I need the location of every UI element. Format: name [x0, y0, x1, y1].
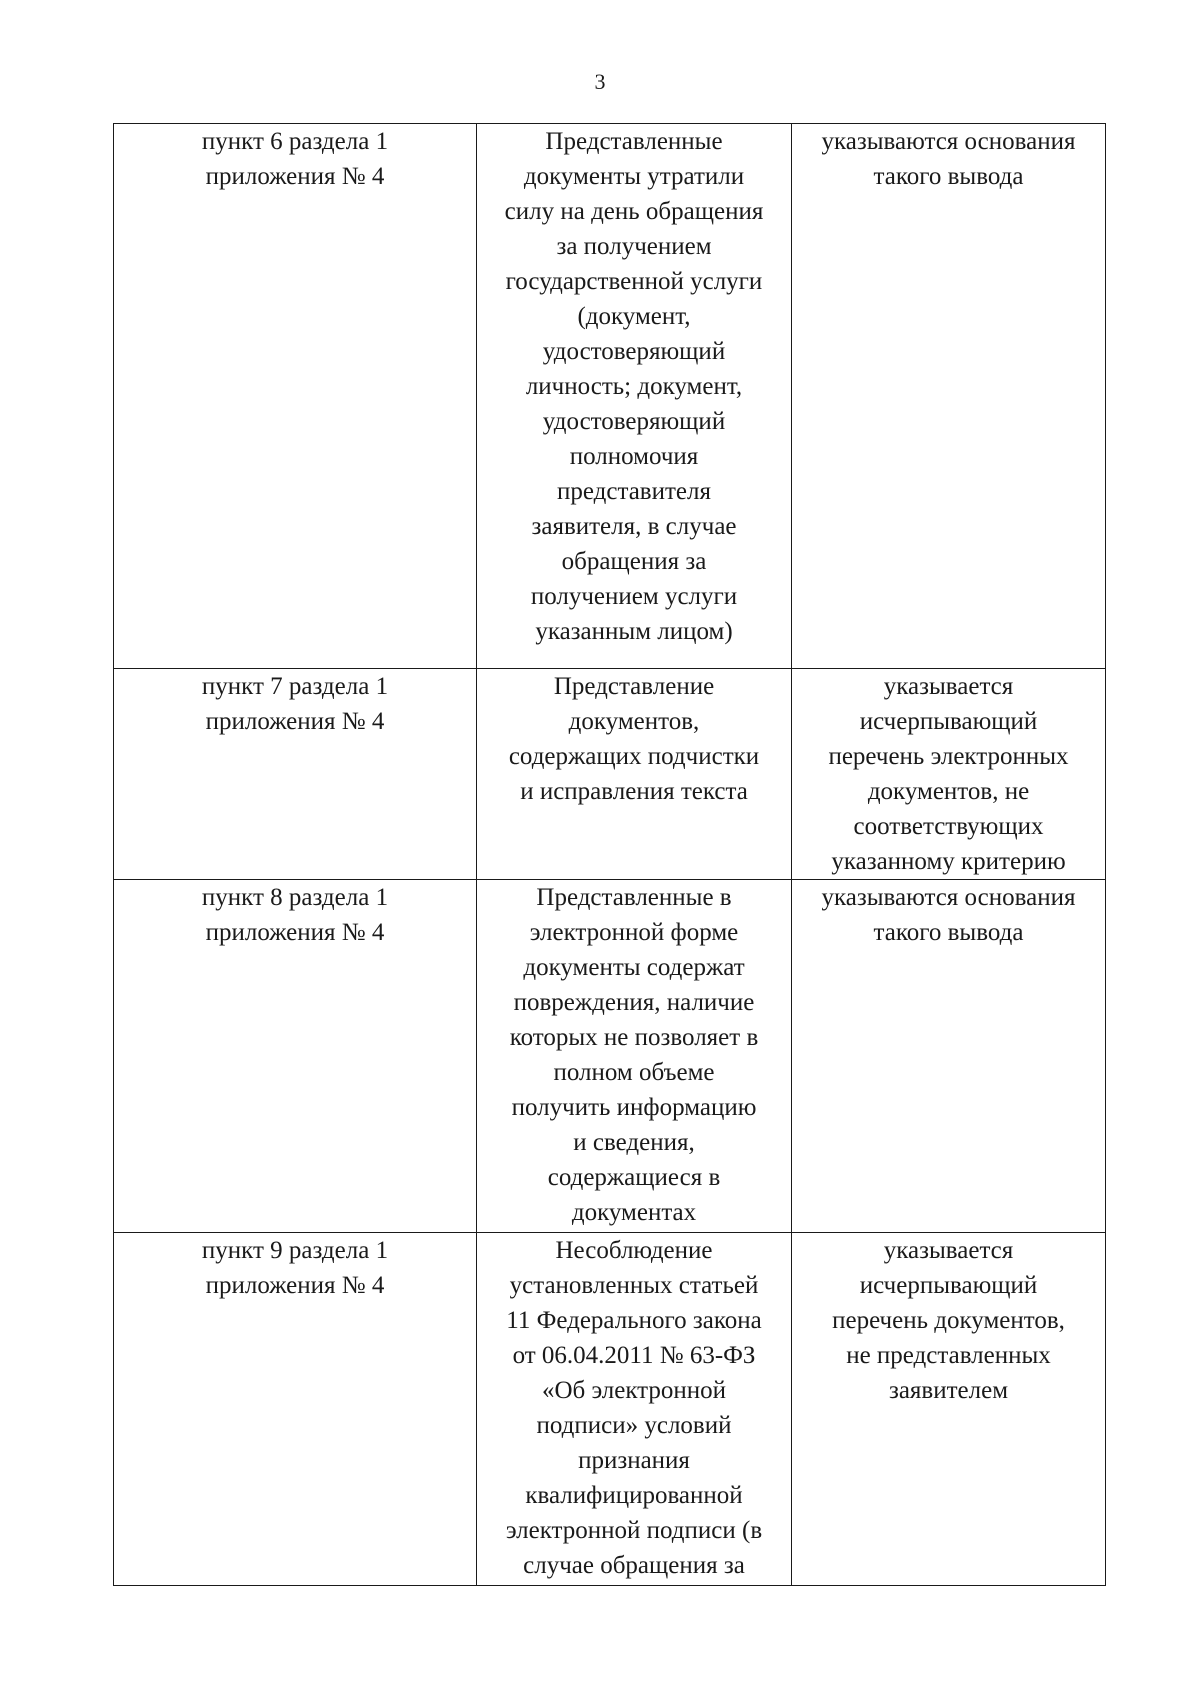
- cell-line: приложения № 4: [205, 919, 385, 946]
- cell-line: Несоблюдение: [555, 1237, 713, 1264]
- cell-line: такого вывода: [873, 163, 1024, 190]
- cell-note: [792, 669, 1106, 880]
- cell-line: представителя: [557, 478, 711, 505]
- cell-line: документов,: [568, 708, 700, 735]
- cell-line: приложения № 4: [205, 708, 385, 735]
- cell-line: пункт 7 раздела 1: [201, 673, 389, 700]
- cell-line: признания: [578, 1447, 690, 1474]
- document-table: [113, 123, 1106, 1586]
- cell-line: документах: [571, 1199, 697, 1226]
- cell-line: указывается: [883, 673, 1014, 700]
- table-row: [114, 880, 1106, 1233]
- table-row: [114, 124, 1106, 669]
- cell-reason: [477, 669, 792, 880]
- cell-line: пункт 6 раздела 1: [201, 128, 389, 155]
- cell-line: документов, не: [867, 778, 1030, 805]
- cell-line: от 06.04.2011 № 63-ФЗ: [512, 1342, 756, 1369]
- cell-line: указанным лицом): [535, 618, 733, 645]
- cell-line: содержащиеся в: [547, 1164, 721, 1191]
- cell-line: не представленных: [846, 1342, 1051, 1369]
- cell-line: установленных статьей: [509, 1272, 759, 1299]
- cell-line: удостоверяющий: [542, 408, 726, 435]
- cell-line: соответствующих: [853, 813, 1044, 840]
- cell-line: и исправления текста: [520, 778, 748, 805]
- cell-line: электронной форме: [529, 919, 739, 946]
- cell-line: «Об электронной: [541, 1377, 727, 1404]
- cell-line: такого вывода: [873, 919, 1024, 946]
- cell-line: исчерпывающий: [859, 1272, 1038, 1299]
- cell-reason: [477, 124, 792, 669]
- cell-line: за получением: [556, 233, 712, 260]
- cell-reason: [477, 1233, 792, 1586]
- cell-line: указывается: [883, 1237, 1014, 1264]
- table-row: [114, 1233, 1106, 1586]
- cell-line: государственной услуги: [505, 268, 763, 295]
- cell-line: случае обращения за: [523, 1552, 745, 1579]
- cell-line: перечень документов,: [832, 1307, 1065, 1334]
- cell-line: которых не позволяет в: [509, 1024, 759, 1051]
- cell-line: полном объеме: [553, 1059, 715, 1086]
- cell-line: повреждения, наличие: [513, 989, 755, 1016]
- cell-reference: [114, 880, 477, 1233]
- cell-line: и сведения,: [573, 1129, 695, 1156]
- cell-line: подписи» условий: [536, 1412, 732, 1439]
- cell-line: полномочия: [569, 443, 699, 470]
- cell-line: документы содержат: [523, 954, 745, 981]
- cell-line: заявителем: [888, 1377, 1009, 1404]
- cell-note: [792, 880, 1106, 1233]
- cell-line: Представление: [553, 673, 715, 700]
- cell-line: приложения № 4: [205, 163, 385, 190]
- cell-line: квалифицированной: [525, 1482, 743, 1509]
- cell-line: указанному критерию: [831, 848, 1066, 875]
- cell-line: получить информацию: [511, 1094, 757, 1121]
- cell-line: электронной подписи (в: [505, 1517, 763, 1544]
- cell-line: Представленные в: [536, 884, 732, 911]
- cell-line: обращения за: [561, 548, 707, 575]
- cell-line: удостоверяющий: [542, 338, 726, 365]
- cell-reason: [477, 880, 792, 1233]
- cell-line: пункт 8 раздела 1: [201, 884, 389, 911]
- cell-line: 11 Федерального закона: [506, 1307, 762, 1334]
- page-number: 3: [594, 69, 606, 94]
- cell-reference: [114, 1233, 477, 1586]
- cell-line: силу на день обращения: [504, 198, 764, 225]
- table-body: [114, 124, 1106, 1586]
- cell-note: [792, 1233, 1106, 1586]
- cell-line: получением услуги: [530, 583, 738, 610]
- cell-reference: [114, 124, 477, 669]
- cell-line: Представленные: [545, 128, 723, 155]
- cell-line: указываются основания: [821, 128, 1076, 155]
- cell-reference: [114, 669, 477, 880]
- cell-line: перечень электронных: [828, 743, 1069, 770]
- cell-line: документы утратили: [523, 163, 745, 190]
- cell-line: личность; документ,: [525, 373, 743, 400]
- cell-line: пункт 9 раздела 1: [201, 1237, 389, 1264]
- cell-line: заявителя, в случае: [531, 513, 737, 540]
- cell-note: [792, 124, 1106, 669]
- cell-line: исчерпывающий: [859, 708, 1038, 735]
- cell-line: приложения № 4: [205, 1272, 385, 1299]
- cell-line: указываются основания: [821, 884, 1076, 911]
- cell-line: (документ,: [577, 303, 691, 330]
- cell-line: содержащих подчистки: [508, 743, 760, 770]
- table-row: [114, 669, 1106, 880]
